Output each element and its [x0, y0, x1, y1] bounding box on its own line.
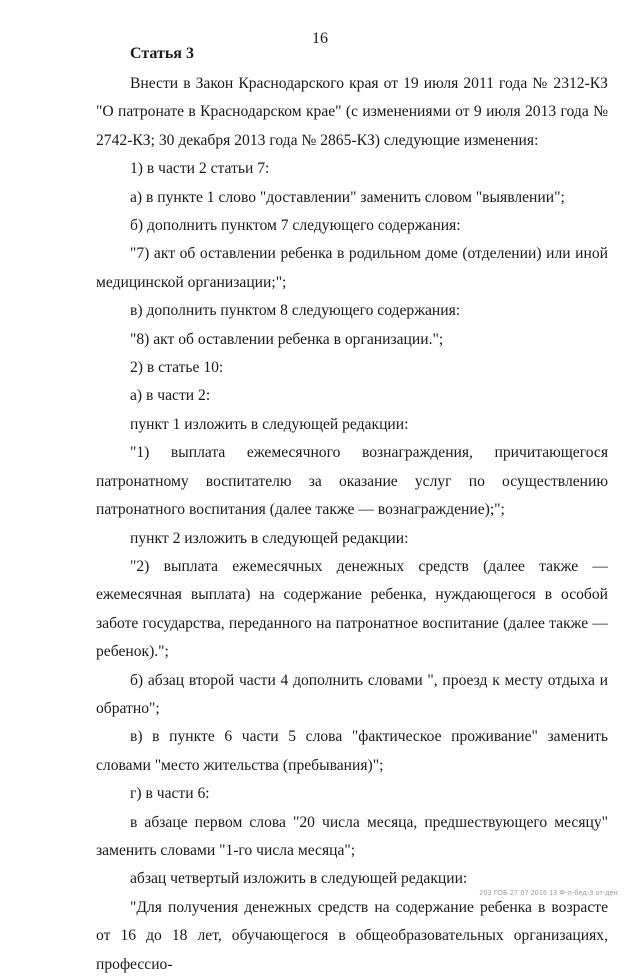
paragraph-item: г) в части 6: [130, 785, 210, 803]
paragraph-item: пункт 2 изложить в следующей редакции: [130, 529, 409, 547]
paragraph-item: а) в части 2: [130, 387, 211, 405]
paragraph-item: 2) в статье 10: [130, 359, 224, 377]
paragraph-item: абзац четвертый изложить в следующей редакции: [130, 870, 468, 888]
document-body [96, 70, 608, 979]
paragraph-continued: "Для получения денежных средств на содержание ребенка в возрасте от 16 до 18 лет, обучающегося в общеобразовательных организациях, профессио- [96, 898, 608, 973]
paragraph-item: в) в пункте 6 части 5 слова "фактическое проживание" заменить словами "место жительства (пребывания)"; [96, 728, 608, 774]
footer-stamp: 203 ГОБ 27 07 2016 13 Ф-л-бед-3 от-ден. [479, 890, 620, 897]
paragraph-item: "1) выплата ежемесячного вознаграждения, причитающегося патронатному воспитателю за оказание услуг по осуществлению патронатного воспитания (далее также — вознаграждение);"; [96, 444, 608, 519]
article-heading: Статья 3 [130, 45, 194, 62]
paragraph-item: а) в пункте 1 слово "доставлении" заменить словом "выявлении"; [130, 188, 565, 206]
paragraph-item: б) дополнить пунктом 7 следующего содержания: [130, 217, 461, 235]
paragraph-item: пункт 1 изложить в следующей редакции: [130, 415, 409, 433]
paragraph-item: в) дополнить пунктом 8 следующего содержания: [130, 302, 461, 320]
paragraph-intro: Внести в Закон Краснодарского края от 19 июля 2011 года № 2312-КЗ "О патронате в Краснодарском крае" (с изменениями от 9 июля 2013 года № 2742-КЗ; 30 декабря 2013 года № 2865-КЗ) следующие изменения: [96, 75, 608, 149]
paragraph-item: в абзаце первом слова "20 числа месяца, предшествующего месяцу" заменить словами "1-го числа месяца"; [96, 813, 608, 859]
paragraph-item: б) абзац второй части 4 дополнить словами ", проезд к месту отдыха и обратно"; [96, 671, 608, 717]
page-number: 16 [312, 30, 328, 47]
paragraph-item: "7) акт об оставлении ребенка в родильном доме (отделении) или иной медицинской организации;"; [96, 245, 608, 291]
paragraph-item: "2) выплата ежемесячных денежных средств (далее также — ежемесячная выплата) на содержание ребенка, нуждающегося в особой заботе государства, переданного на патронатное воспитание (далее также — ребенок)."; [96, 557, 608, 661]
paragraph-item: 1) в части 2 статьи 7: [130, 160, 270, 178]
paragraph-item: "8) акт об оставлении ребенка в организации."; [130, 330, 444, 348]
